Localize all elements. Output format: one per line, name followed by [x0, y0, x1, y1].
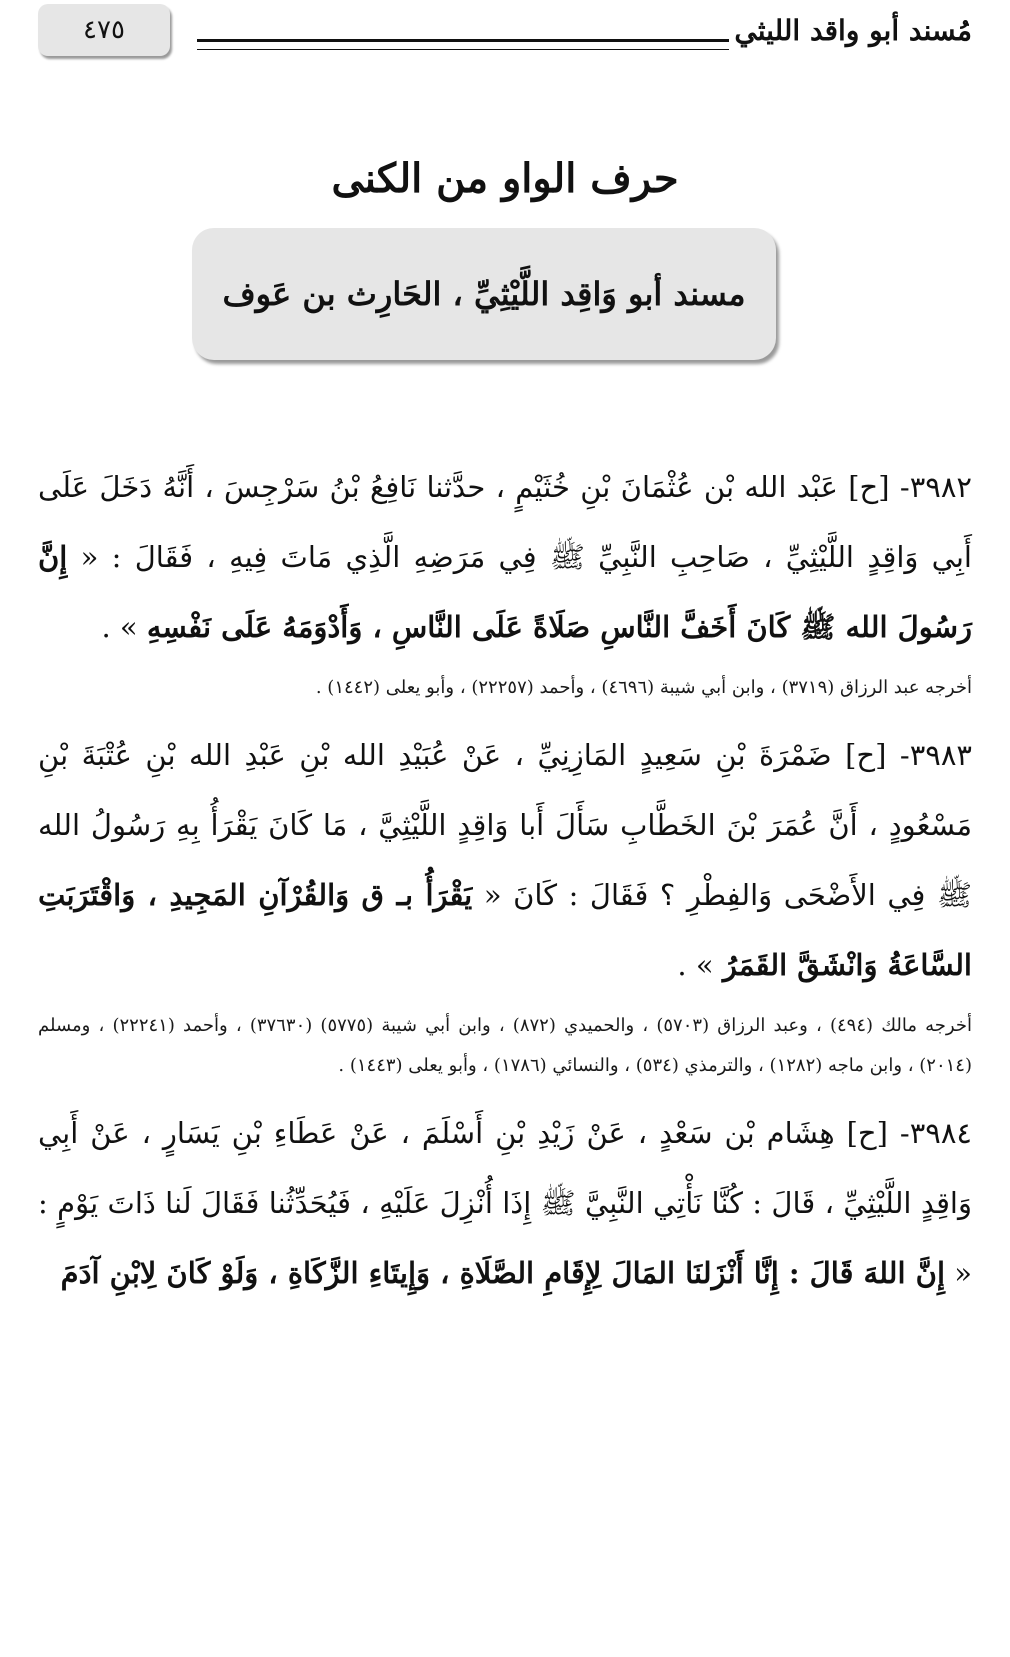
hadith-number: ٣٩٨٢- [899, 470, 972, 504]
takhrij-3983: أخرجه مالك (٤٩٤) ، وعبد الرزاق (٥٧٠٣) ، والحميدي (٨٧٢) ، وابن أبي شيبة (٥٧٧٥) (٣٧٦٣٠) ، وأحمد (٢٢٢٤١) ، ومسلم (٢٠١٤) ، وابن ماجه (١٢٨٢) ، والترمذي (٥٣٤) ، والنسائي (١٧٨٦) ، وأبو يعلى (١٤٤٣) . [38, 1015, 972, 1076]
hadith-closing: » . [677, 948, 714, 982]
hadith-matn: إِنَّ رَسُولَ الله ﷺ كَانَ أَخَفَّ النَّاسِ صَلَاةً عَلَى النَّاسِ ، وَأَدْوَمَهُ عَلَى نَفْسِهِ [38, 540, 972, 644]
section-title-box [192, 228, 776, 360]
hadith-number: ٣٩٨٤- [899, 1116, 972, 1150]
section-title: مسند أبو وَاقِد اللَّيْثِيِّ ، الحَارِث بن عَوف [222, 275, 746, 313]
hadith-closing: » . [101, 610, 138, 644]
running-title: مُسند أبو واقد الليثي [734, 13, 972, 47]
hadith-number: ٣٩٨٣- [899, 738, 973, 772]
takhrij-3982: أخرجه عبد الرزاق (٣٧١٩) ، وابن أبي شيبة (٤٦٩٦) ، وأحمد (٢٢٢٥٧) ، وأبو يعلى (١٤٤٢) . [315, 677, 972, 698]
hadith-3984 [38, 1098, 972, 1308]
page-number-text: ٤٧٥ [83, 15, 125, 45]
header-rule [197, 39, 729, 50]
chapter-title: حرف الواو من الكنى [331, 155, 679, 202]
hadith-isnad: [ح] هِشَام بْن سَعْدٍ ، عَنْ زَيْدِ بْنِ أَسْلَمَ ، عَنْ عَطَاءِ بْنِ يَسَارٍ ، عَنْ أَبِي وَاقِدٍ اللَّيْثِيِّ ، قَالَ : كُنَّا نَأْتِي النَّبِيَّ ﷺ إِذَا أُنْزِلَ عَلَيْهِ ، فَيُحَدِّثُنا فَقَالَ لَنا ذَاتَ يَوْمٍ : « [38, 1116, 972, 1290]
hadith-isnad: [ح] ضَمْرَةَ بْنِ سَعِيدٍ المَازِنِيِّ ، عَنْ عُبَيْدِ الله بْنِ عَبْدِ الله بْنِ عُتْبَةَ بْنِ مَسْعُودٍ ، أَنَّ عُمَرَ بْنَ الخَطَّابِ سَأَلَ أَبا وَاقِدٍ اللَّيْثِيَّ ، مَا كَانَ يَقْرَأُ بِهِ رَسُولُ الله ﷺ فِي الأَضْحَى وَالفِطْرِ ؟ فَقَالَ : كَانَ « [38, 738, 972, 912]
hadith-matn: إِنَّ اللهَ قَالَ : إِنَّا أَنْزَلنَا المَالَ لِإِقَامِ الصَّلَاةِ ، وَإِيتَاءِ الزَّكَاةِ ، وَلَوْ كَانَ لِابْنِ آدَمَ [60, 1256, 946, 1290]
hadith-3983 [38, 720, 972, 1000]
page-content [38, 452, 972, 1308]
hadith-isnad: [ح] عَبْد الله بْن عُثْمَانَ بْنِ خُثَيْمٍ ، حدَّثنا نَافِعُ بْنُ سَرْجِسَ ، أَنَّهُ دَخَلَ عَلَى أَبِي وَاقِدٍ اللَّيْثِيِّ ، صَاحِبِ النَّبِيِّ ﷺ فِي مَرَضِهِ الَّذِي مَاتَ فِيهِ ، فَقَالَ : « [38, 470, 972, 574]
page-header [0, 0, 1010, 70]
page-number [38, 4, 170, 56]
hadith-matn: يَقْرَأُ بـ ق وَالقُرْآنِ المَجِيدِ ، وَاقْتَرَبَتِ السَّاعَةُ وَانْشَقَّ القَمَرُ [38, 878, 972, 982]
hadith-3982 [38, 452, 972, 662]
